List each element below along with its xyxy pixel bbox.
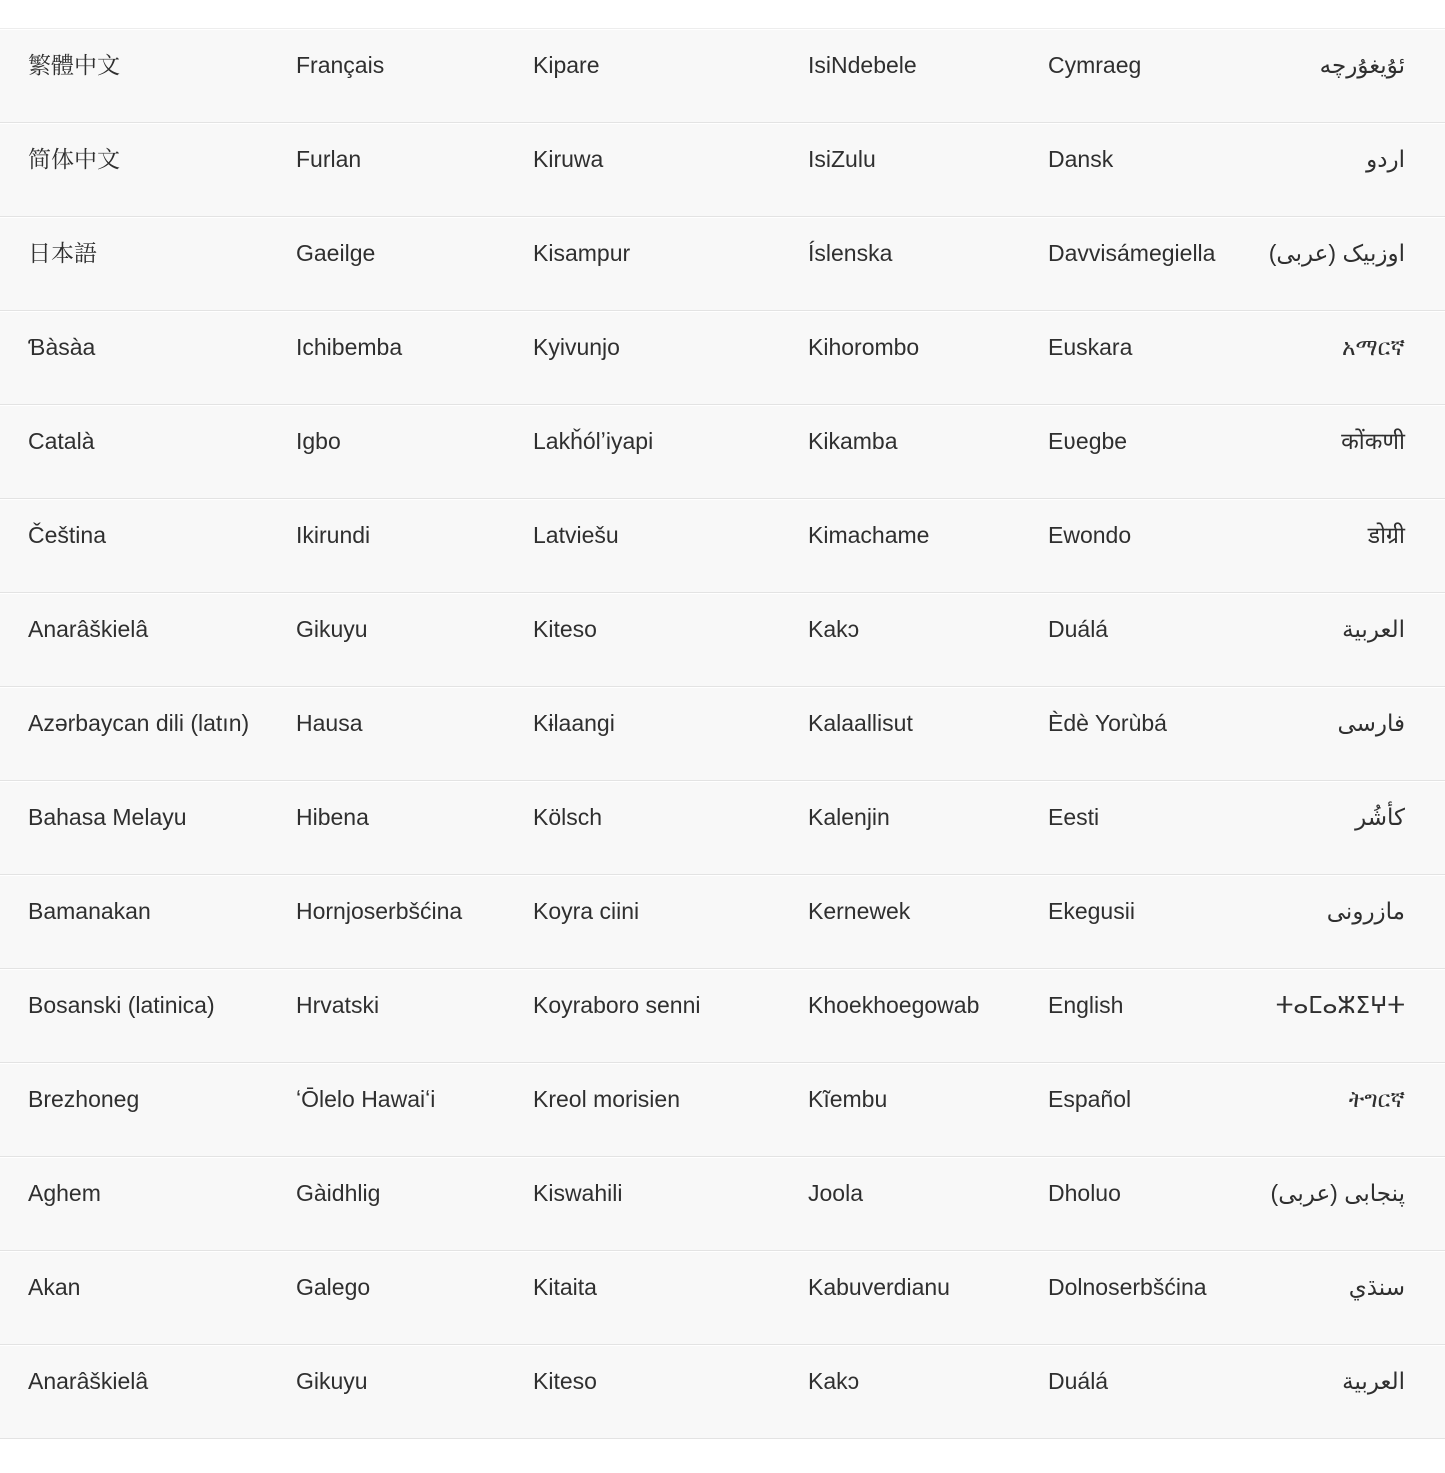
language-row	[0, 1345, 1445, 1439]
language-option[interactable]: اردو	[1366, 146, 1405, 172]
language-row	[0, 969, 1445, 1063]
language-row	[0, 1251, 1445, 1345]
language-option[interactable]: Kyivunjo	[533, 334, 620, 360]
language-row	[0, 499, 1445, 593]
language-option[interactable]: سنڌي	[1348, 1274, 1405, 1300]
language-option[interactable]: ትግርኛ	[1348, 1086, 1405, 1112]
language-option[interactable]: Akan	[28, 1274, 81, 1300]
language-row	[0, 687, 1445, 781]
language-option[interactable]: English	[1048, 992, 1124, 1018]
language-option[interactable]: Kihorombo	[808, 334, 920, 360]
language-option[interactable]: Dansk	[1048, 146, 1114, 172]
language-option[interactable]: Brezhoneg	[28, 1086, 140, 1112]
language-option[interactable]: Aghem	[28, 1180, 101, 1206]
language-option[interactable]: Ichibemba	[296, 334, 403, 360]
language-option[interactable]: कोंकणी	[1341, 428, 1405, 454]
language-option[interactable]: Kiteso	[533, 1368, 597, 1394]
language-option[interactable]: Gikuyu	[296, 1368, 368, 1394]
language-option[interactable]: Kakɔ	[808, 616, 860, 642]
language-option[interactable]: Bosanski (latinica)	[28, 992, 215, 1018]
language-option[interactable]: Kipare	[533, 52, 600, 78]
language-row	[0, 29, 1445, 123]
language-option[interactable]: Kimachame	[808, 522, 930, 548]
language-option[interactable]: Koyra ciini	[533, 898, 640, 924]
language-row	[0, 1157, 1445, 1251]
language-option[interactable]: डोग्री	[1367, 522, 1405, 548]
language-option[interactable]: Français	[296, 52, 385, 78]
language-option[interactable]: Kiteso	[533, 616, 597, 642]
language-option[interactable]: Igbo	[296, 428, 341, 454]
language-option[interactable]: ئۇيغۇرچە	[1319, 52, 1405, 78]
language-option[interactable]: Koyraboro senni	[533, 992, 701, 1018]
language-option[interactable]: 简体中文	[28, 146, 120, 172]
language-option[interactable]: Hornjoserbšćina	[296, 898, 463, 924]
language-option[interactable]: Kikamba	[808, 428, 898, 454]
language-option[interactable]: Èdè Yorùbá	[1048, 710, 1167, 736]
language-option[interactable]: Hibena	[296, 804, 369, 830]
language-option[interactable]: Kiswahili	[533, 1180, 623, 1206]
language-option[interactable]: فارسی	[1337, 710, 1405, 736]
language-option[interactable]: አማርኛ	[1342, 334, 1405, 360]
language-option[interactable]: Íslenska	[808, 240, 893, 266]
language-option[interactable]: Eesti	[1048, 804, 1100, 830]
language-option[interactable]: Gikuyu	[296, 616, 368, 642]
language-row	[0, 217, 1445, 311]
language-row	[0, 1063, 1445, 1157]
language-option[interactable]: كأشُر	[1355, 804, 1405, 830]
language-option[interactable]: Duálá	[1048, 1368, 1109, 1394]
language-option[interactable]: 日本語	[28, 240, 97, 266]
language-option[interactable]: Duálá	[1048, 616, 1109, 642]
language-row	[0, 781, 1445, 875]
language-option[interactable]: Kiruwa	[533, 146, 604, 172]
language-option[interactable]: Kernewek	[808, 898, 911, 924]
language-option[interactable]: Kitaita	[533, 1274, 597, 1300]
language-option[interactable]: Català	[28, 428, 95, 454]
language-option[interactable]: Anarâškielâ	[28, 1368, 149, 1394]
language-option[interactable]: Dolnoserbšćina	[1048, 1274, 1207, 1300]
language-option[interactable]: Davvisámegiella	[1048, 240, 1216, 266]
language-option[interactable]: Ekegusii	[1048, 898, 1135, 924]
language-option[interactable]: Kakɔ	[808, 1368, 860, 1394]
language-row	[0, 405, 1445, 499]
language-option[interactable]: Kreol morisien	[533, 1086, 680, 1112]
language-option[interactable]: Gàidhlig	[296, 1180, 381, 1206]
language-option[interactable]: Azərbaycan dili (latın)	[28, 710, 250, 736]
language-option[interactable]: Kabuverdianu	[808, 1274, 950, 1300]
language-option[interactable]: Joola	[808, 1180, 863, 1206]
language-option[interactable]: 繁體中文	[28, 52, 120, 78]
language-list	[0, 28, 1445, 1439]
language-option[interactable]: Dholuo	[1048, 1180, 1121, 1206]
language-option[interactable]: Kalenjin	[808, 804, 890, 830]
language-option[interactable]: Anarâškielâ	[28, 616, 149, 642]
language-option[interactable]: Lakȟólʼiyapi	[533, 428, 654, 454]
language-option[interactable]: Hausa	[296, 710, 363, 736]
language-option[interactable]: IsiZulu	[808, 146, 876, 172]
language-option[interactable]: مازرونی	[1326, 898, 1405, 924]
language-option[interactable]: Eʋegbe	[1048, 428, 1128, 454]
language-option[interactable]: Latviešu	[533, 522, 619, 548]
language-option[interactable]: Euskara	[1048, 334, 1133, 360]
language-row	[0, 311, 1445, 405]
language-option[interactable]: Español	[1048, 1086, 1132, 1112]
language-option[interactable]: پنجابی (عربی)	[1270, 1180, 1405, 1206]
language-option[interactable]: Kɨlaangi	[533, 710, 615, 736]
language-option[interactable]: اوزبیک (عربی)	[1268, 240, 1405, 266]
language-option[interactable]: Ikirundi	[296, 522, 371, 548]
language-row	[0, 875, 1445, 969]
language-option[interactable]: Bahasa Melayu	[28, 804, 187, 830]
language-option[interactable]: العربية	[1342, 616, 1405, 642]
language-option[interactable]: Furlan	[296, 146, 362, 172]
language-option[interactable]: ⵜⴰⵎⴰⵣⵉⵖⵜ	[1275, 992, 1405, 1018]
language-option[interactable]: Bamanakan	[28, 898, 151, 924]
language-option[interactable]: Čeština	[28, 522, 106, 548]
language-option[interactable]: Cymraeg	[1048, 52, 1142, 78]
language-option[interactable]: IsiNdebele	[808, 52, 917, 78]
language-option[interactable]: Kĩembu	[808, 1086, 888, 1112]
language-option[interactable]: Galego	[296, 1274, 371, 1300]
language-option[interactable]: Ɓàsàa	[28, 334, 96, 360]
language-option[interactable]: ʻŌlelo Hawaiʻi	[296, 1086, 436, 1112]
language-option[interactable]: Gaeilge	[296, 240, 376, 266]
language-option[interactable]: Ewondo	[1048, 522, 1132, 548]
language-option[interactable]: Kalaallisut	[808, 710, 913, 736]
language-option[interactable]: Khoekhoegowab	[808, 992, 980, 1018]
language-row	[0, 123, 1445, 217]
language-option[interactable]: Kisampur	[533, 240, 631, 266]
language-option[interactable]: Hrvatski	[296, 992, 380, 1018]
language-row	[0, 593, 1445, 687]
language-option[interactable]: Kölsch	[533, 804, 603, 830]
language-option[interactable]: العربية	[1342, 1368, 1405, 1394]
